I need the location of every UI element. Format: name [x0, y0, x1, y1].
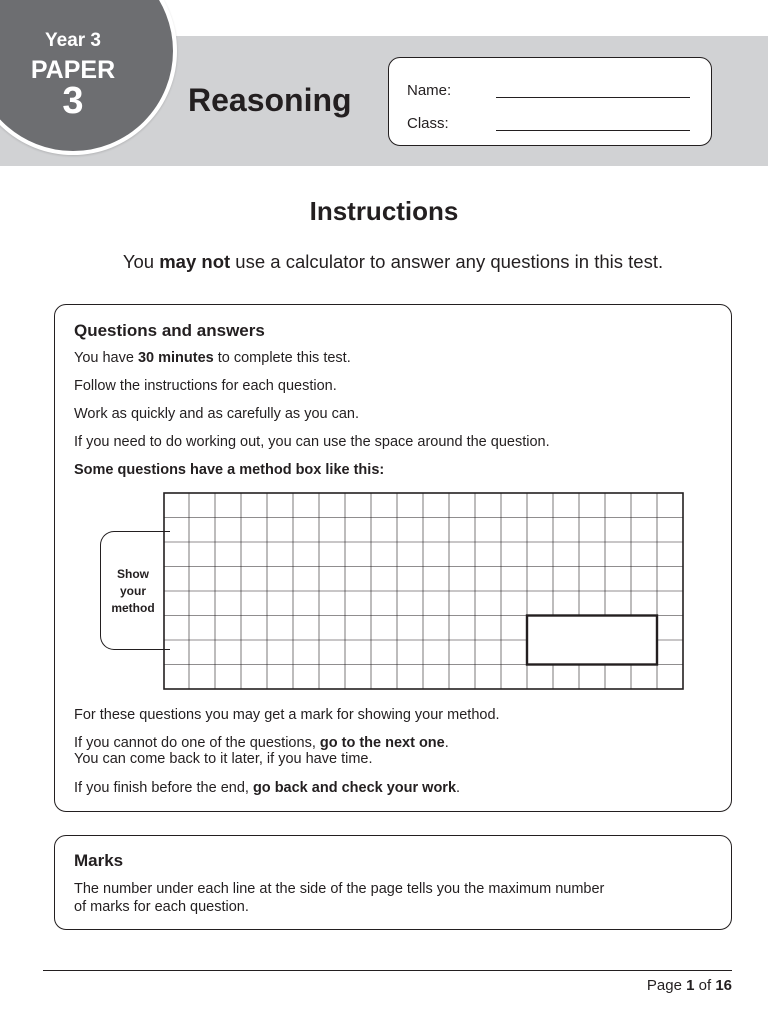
- name-line[interactable]: [496, 97, 690, 98]
- badge-paper-label: PAPER: [30, 56, 116, 84]
- work-carefully-text: Work as quickly and as carefully as you can.: [74, 406, 360, 422]
- questions-answers-title: Questions and answers: [74, 321, 265, 340]
- questions-answers-box: [54, 304, 732, 812]
- class-line[interactable]: [496, 130, 690, 131]
- marks-title: Marks: [74, 851, 124, 870]
- badge-paper-number: 3: [62, 80, 84, 122]
- badge-year: Year 3: [45, 30, 101, 51]
- time-limit-text: You have 30 minutes to complete this test.: [74, 350, 351, 366]
- method-box-label: Show your method: [111, 567, 155, 615]
- name-label: Name:: [407, 82, 452, 99]
- method-grid[interactable]: [163, 492, 685, 691]
- come-back-text: You can come back to it later, if you have time.: [74, 751, 373, 767]
- answer-box: [527, 616, 657, 665]
- class-label: Class:: [407, 115, 449, 132]
- footer-rule: [43, 970, 732, 971]
- page-number: Page 1 of 16: [646, 977, 732, 994]
- marks-box: [54, 835, 732, 930]
- marks-text-line-2: of marks for each question.: [74, 899, 249, 915]
- method-mark-text: For these questions you may get a mark for showing your method.: [74, 707, 500, 723]
- instructions-heading: Instructions: [309, 196, 459, 226]
- subject-title: Reasoning: [188, 82, 352, 118]
- check-work-text: If you finish before the end, go back and check your work.: [74, 780, 461, 796]
- follow-instructions-text: Follow the instructions for each question.: [74, 378, 337, 394]
- marks-text-line-1: The number under each line at the side of the page tells you the maximum number: [74, 881, 605, 897]
- skip-question-text: If you cannot do one of the questions, go to the next one.: [74, 735, 449, 751]
- working-out-text: If you need to do working out, you can use the space around the question.: [74, 434, 550, 450]
- method-box-tab: [100, 531, 170, 650]
- method-box-intro: Some questions have a method box like this:: [74, 462, 385, 478]
- calculator-notice: You may not use a calculator to answer any questions in this test.: [122, 251, 664, 272]
- name-class-box: [388, 57, 712, 146]
